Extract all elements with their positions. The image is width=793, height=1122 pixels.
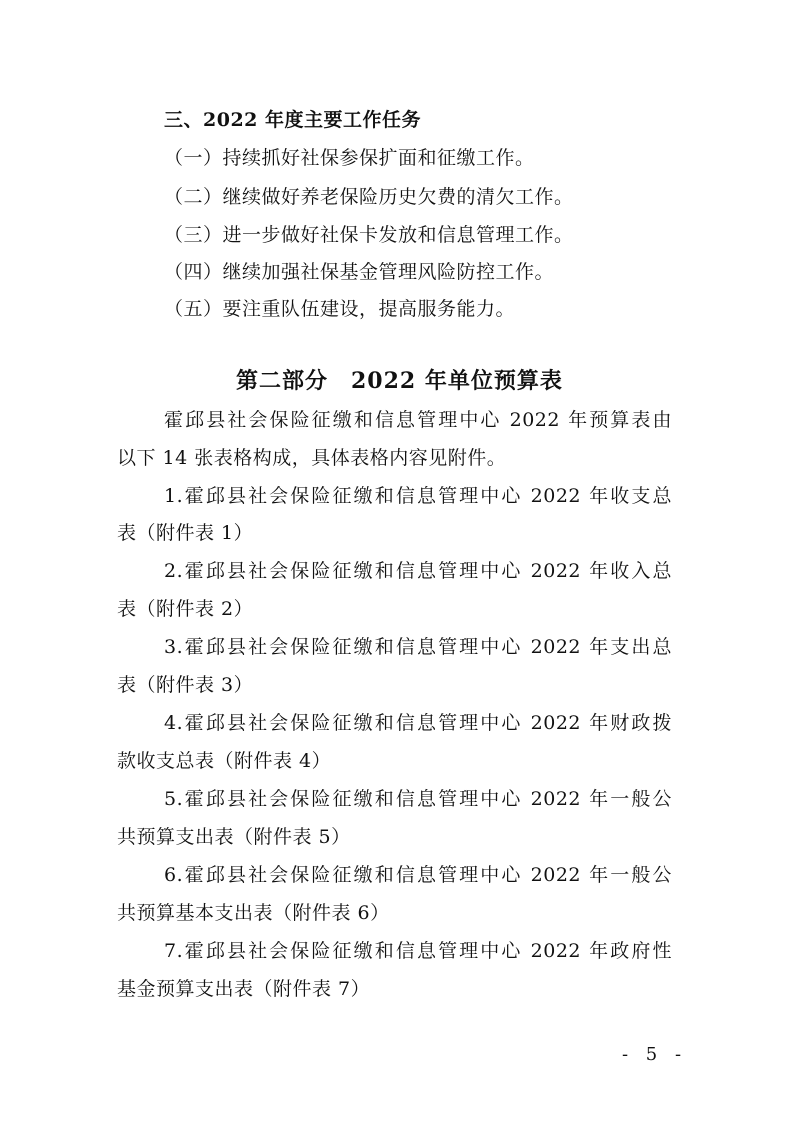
task-item: （一）持续抓好社保参保扩面和征缴工作。 [164,147,535,169]
task-item: （五）要注重队伍建设，提高服务能力。 [164,298,516,320]
intro-line: 以下 14 张表格构成，具体表格内容见附件。 [117,447,507,469]
table-list-item: 3.霍邱县社会保险征缴和信息管理中心 2022 年支出总 [164,636,672,658]
task-item: （二）继续做好养老保险历史欠费的清欠工作。 [164,186,574,208]
table-list-item: 5.霍邱县社会保险征缴和信息管理中心 2022 年一般公 [164,788,672,810]
table-list-item-cont: 基金预算支出表（附件表 7） [117,978,371,1000]
section-heading: 三、2022 年度主要工作任务 [164,109,421,131]
table-list-item: 6.霍邱县社会保险征缴和信息管理中心 2022 年一般公 [164,864,672,886]
table-list-item: 4.霍邱县社会保险征缴和信息管理中心 2022 年财政拨 [164,712,672,734]
table-list-item-cont: 共预算支出表（附件表 5） [117,826,351,848]
table-list-item-cont: 共预算基本支出表（附件表 6） [117,902,390,924]
table-list-item: 7.霍邱县社会保险征缴和信息管理中心 2022 年政府性 [164,940,672,962]
task-item: （三）进一步做好社保卡发放和信息管理工作。 [164,224,574,246]
part-title: 第二部分 2022 年单位预算表 [236,368,563,394]
task-item: （四）继续加强社保基金管理风险防控工作。 [164,261,555,283]
table-list-item-cont: 表（附件表 3） [117,674,254,696]
table-list-item-cont: 款收支总表（附件表 4） [117,750,332,772]
table-list-item-cont: 表（附件表 2） [117,598,254,620]
table-list-item: 1.霍邱县社会保险征缴和信息管理中心 2022 年收支总 [164,485,672,507]
table-list-item-cont: 表（附件表 1） [117,522,254,544]
intro-line: 霍邱县社会保险征缴和信息管理中心 2022 年预算表由 [164,409,672,431]
page-number: - 5 - [622,1044,688,1065]
table-list-item: 2.霍邱县社会保险征缴和信息管理中心 2022 年收入总 [164,560,672,582]
